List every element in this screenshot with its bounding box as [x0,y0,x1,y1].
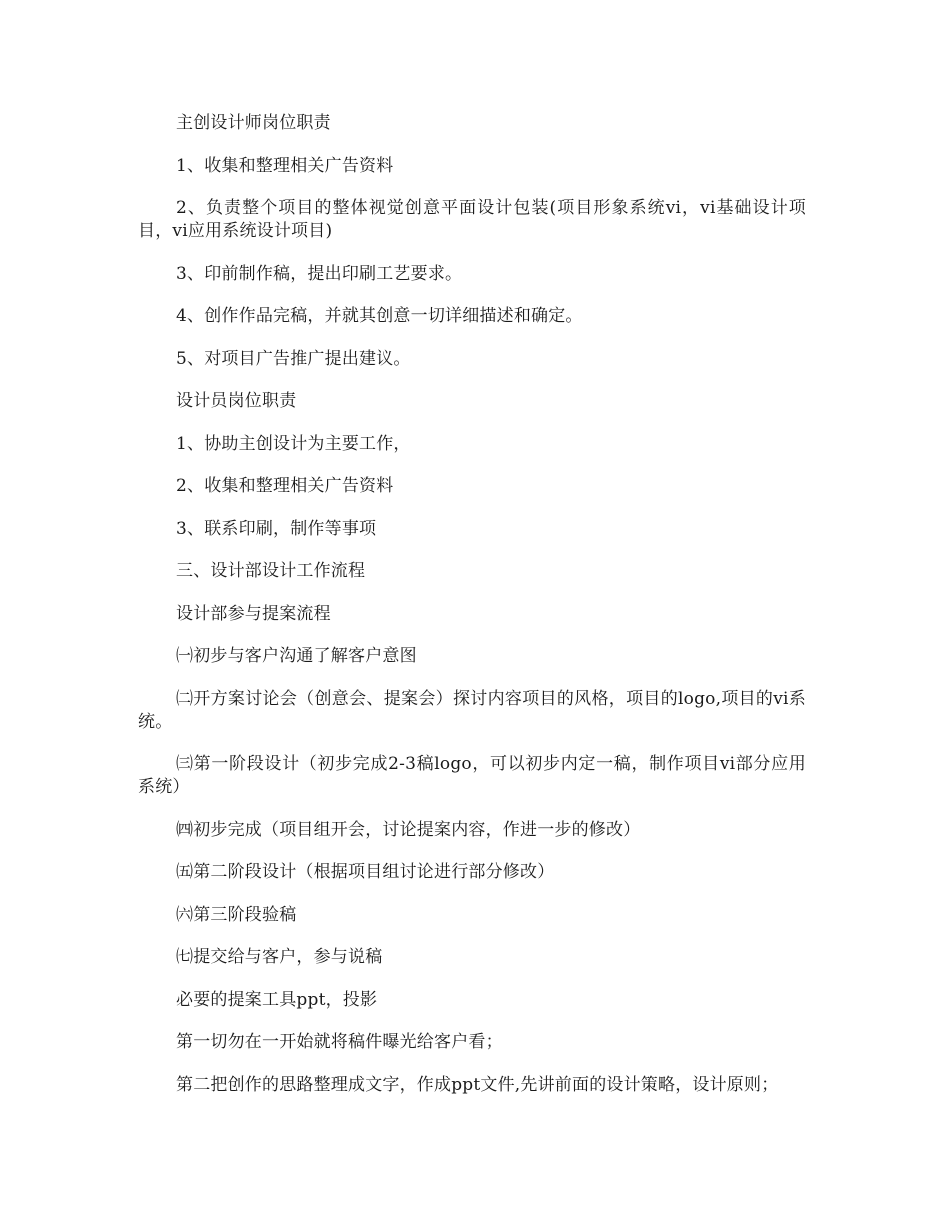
list-item: 5、对项目广告推广提出建议。 [176,348,411,369]
section-heading-designer: 设计员岗位职责 [176,391,297,411]
list-item: 2、收集和整理相关广告资料 [176,476,394,496]
body-paragraph: 第二把创作的思路整理成文字，作成ppt文件,先讲前面的设计策略，设计原则； [176,1074,779,1095]
list-item: ㈦提交给与客户，参与说稿 [176,947,383,967]
list-item: 4、创作作品完稿，并就其创意一切详细描述和确定。 [176,306,583,326]
list-item: ㈤第二阶段设计（根据项目组讨论进行部分修改） [176,862,555,882]
list-item: 1、协助主创设计为主要工作， [176,433,411,454]
list-item: 3、联系印刷，制作等事项 [176,518,377,539]
body-paragraph: 必要的提案工具ppt，投影 [176,989,378,1010]
document-body [138,112,806,1116]
subsection-heading-proposal: 设计部参与提案流程 [176,603,331,624]
body-paragraph: 第一切勿在一开始就将稿件曝光给客户看； [176,1032,503,1052]
list-item: 2、负责整个项目的整体视觉创意平面设计包装(项目形象系统vi，vi基础设计项目，vi应用系统设计项目) [138,198,806,241]
section-heading-workflow: 三、设计部设计工作流程 [176,561,366,581]
list-item: ㈥第三阶段验稿 [176,904,297,925]
list-item: 1、收集和整理相关广告资料 [176,155,394,176]
list-item: ㈣初步完成（项目组开会，讨论提案内容，作进一步的修改） [176,819,641,840]
list-item: ㈢第一阶段设计（初步完成2-3稿logo，可以初步内定一稿，制作项目vi部分应用系统） [138,754,806,797]
list-item: 3、印前制作稿，提出印刷工艺要求。 [176,263,463,284]
list-item: ㈠初步与客户沟通了解客户意图 [176,646,417,666]
section-heading-lead-designer: 主创设计师岗位职责 [176,113,331,133]
list-item: ㈡开方案讨论会（创意会、提案会）探讨内容项目的风格，项目的logo,项目的vi系统。 [138,688,806,732]
